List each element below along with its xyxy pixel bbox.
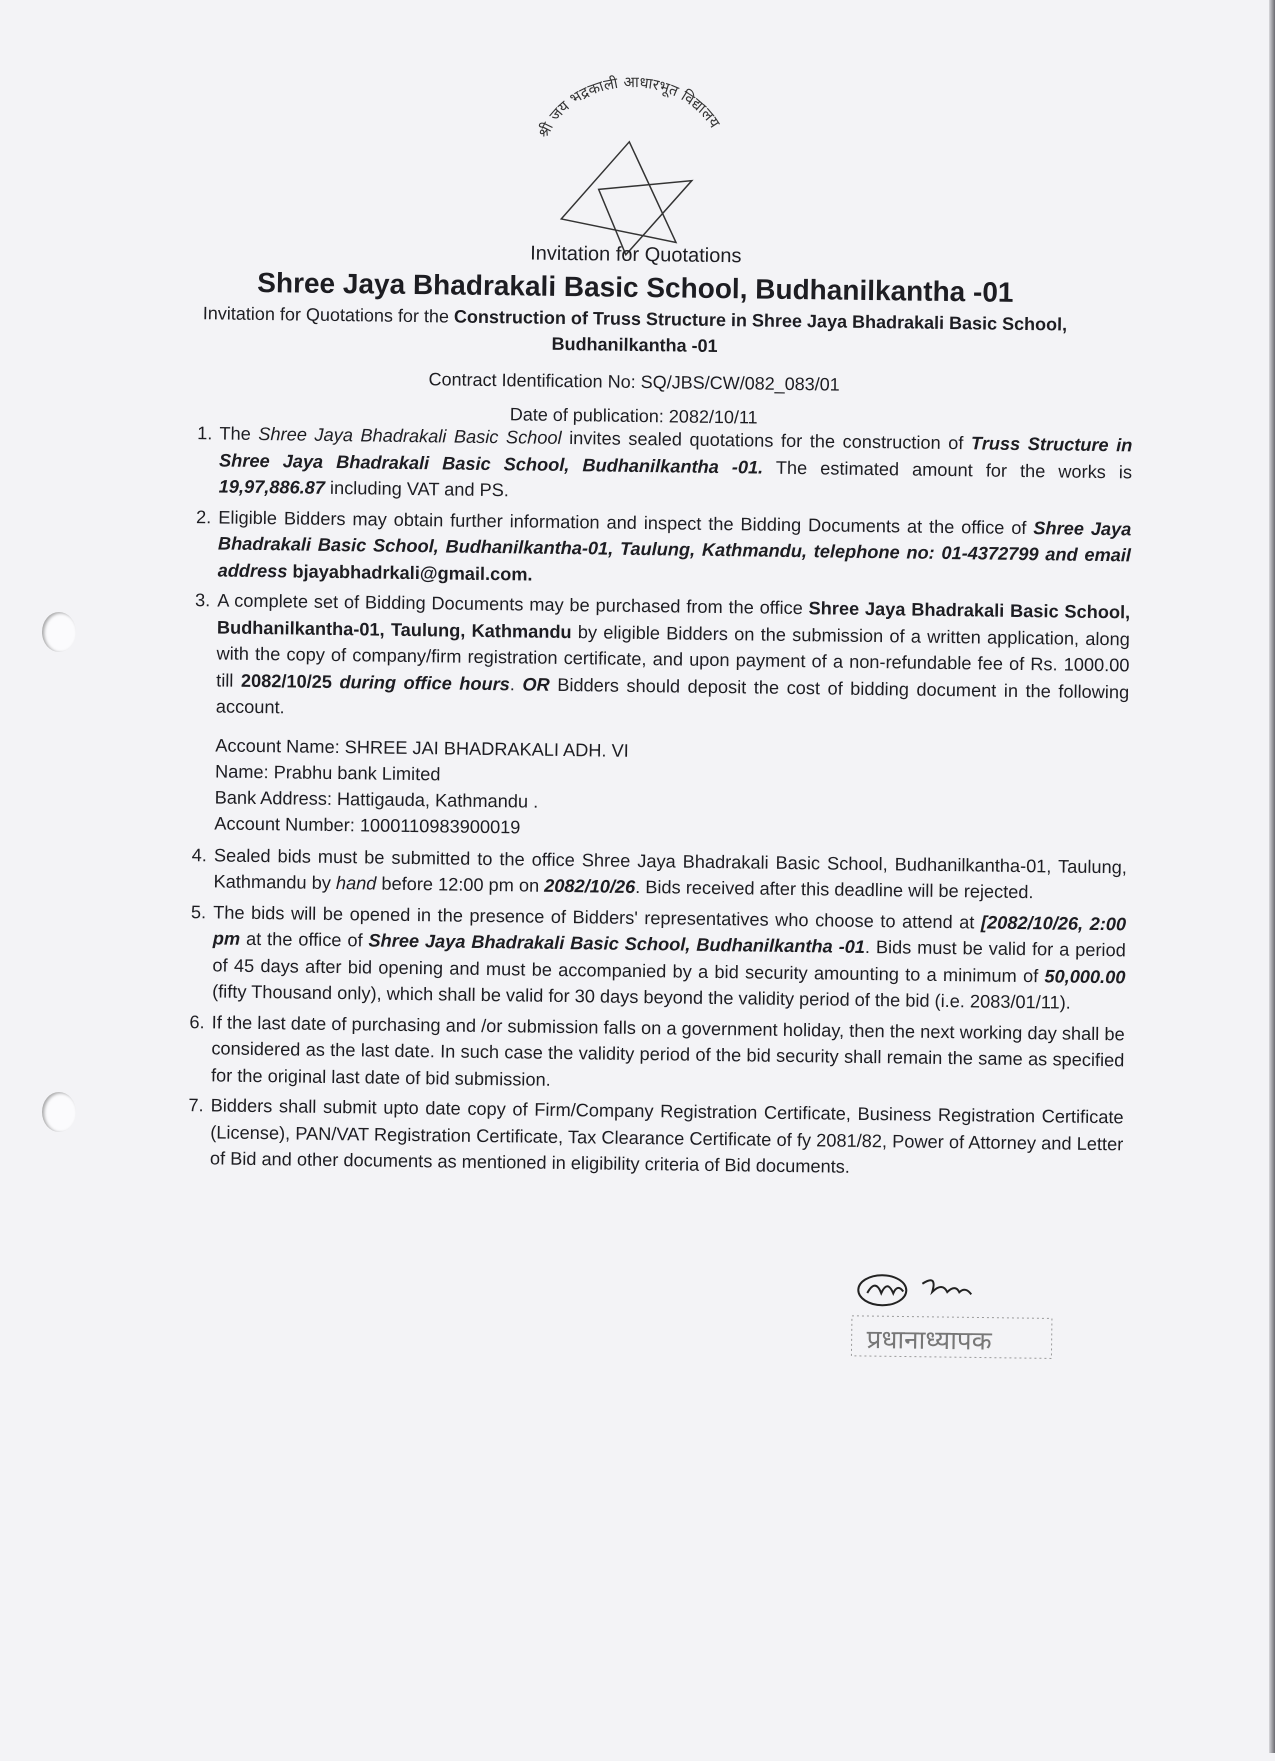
signature-image [841,1268,1082,1371]
bank-account-details [214,732,1128,848]
notice-text: before 12:00 pm on [376,873,545,896]
notice-text: . Bids must be valid for a period of 45 days after bid opening and must be accompanied by a bid security amounting to a minimum of [212,936,1126,986]
svg-text:श्री जय भद्रकाली आधारभूत विद्य: श्री जय भद्रकाली आधारभूत विद्यालय [534,73,724,141]
contract-id: Contract Identification No: SQ/JBS/CW/082_083/01 [428,369,840,395]
notice-text: The [219,423,259,444]
notice-text: invites sealed quotations for the construction of [561,427,972,454]
notice-text: Shree Jaya Bhadrakali Basic School, Budhanilkantha -01 [368,930,866,957]
notice-text: 2082/10/25 [240,670,333,692]
notice-text: Bidders should deposit the cost of bidding document in the following account. [215,674,1130,718]
notice-text: 2082/10/26 [544,875,636,897]
school-stamp-logo [506,68,749,271]
notice-item [211,842,1127,907]
notice-text: including VAT and PS. [324,477,510,501]
notice-text: at the office of [239,928,369,951]
bank-name: Name: Prabhu bank Limited [214,760,441,784]
notice-item [209,1009,1125,1100]
publication-date: Date of publication: 2082/10/11 [509,404,758,428]
notice-item [212,587,1130,847]
notice-item [215,504,1131,595]
notice-text: hand [335,873,377,894]
notice-text: 19,97,886.87 [218,476,326,498]
notice-text: Truss Structure in Shree Jaya Bhadrakali Basic School, Budhanilkantha -01. [218,433,1133,478]
bank-address: Bank Address: Hattigauda, Kathmandu . [214,786,539,812]
notice-text: . Bids received after this deadline will be rejected. [635,876,1034,903]
notice-text: [2082/10/26, 2:00 pm [212,911,1127,949]
invitation-label: Invitation for Quotations [530,242,742,268]
svg-text:प्रधानाध्यापक: प्रधानाध्यापक [866,1325,992,1357]
school-title: Shree Jaya Bhadrakali Basic School, Budhanilkantha -01 [257,266,1014,308]
notice-text: Sealed bids must be submitted to the office Shree Jaya Bhadrakali Basic School, Budhanilkantha-01, Taulung, Kathmandu by [213,844,1127,894]
notice-text: Shree Jaya Bhadrakali Basic School, Budhanilkantha-01, Taulung, Kathmandu, telephone no: 01-4372799 and email address [217,517,1132,581]
notice-text: . [509,673,523,694]
subtitle-project: Construction of Truss Structure in Shree Jaya Bhadrakali Basic School, Budhanilkantha -01 [453,306,1068,356]
account-number: Account Number: 1000110983900019 [214,812,521,837]
notice-text: (fifty Thousand only), which shall be valid for 30 days beyond the validity period of the bid (i.e. 2083/01/11). [212,981,1071,1013]
notice-item [217,420,1133,511]
signature-seal [841,1268,1082,1371]
notice-text: A complete set of Bidding Documents may be purchased from the office [217,590,809,619]
notice-text: 50,000.00 [1044,965,1126,987]
subtitle-prefix: Invitation for Quotations for the [202,303,455,327]
notice-text: Shree Jaya Bhadrakali Basic School, Budhanilkantha-01, Taulung, Kathmandu [216,598,1131,642]
account-name: Account Name: SHREE JAI BHADRAKALI ADH. VI [215,734,629,761]
notice-item [210,899,1126,1017]
notice-text: by eligible Bidders on the submission of a written application, along with the copy of company/firm registration certificate, and upon payment of a non-refundable fee of Rs. 1000.00 till [216,621,1130,691]
subtitle [155,300,1116,365]
notice-text: Eligible Bidders may obtain further information and inspect the Bidding Documents at the office of [218,506,1034,538]
notice-item [208,1092,1124,1183]
notice-text: If the last date of purchasing and /or submission falls on a government holiday, then the next working day shall be considered as the last date. In such case the validity period of the bid security shall remain the same as specified for the original last date of bid submission. [210,1011,1125,1090]
notice-text: The estimated amount for the works is [763,457,1133,482]
notice-text: The bids will be opened in the presence of Bidders' representatives who choose to attend at [213,901,982,932]
notice-text: bjayabhadrkali@gmail.com. [287,560,533,585]
notice-text: Shree Jaya Bhadrakali Basic School [258,423,562,448]
notice-items [174,420,1133,1188]
notice-text: during office hours [331,671,511,694]
notice-text: OR [522,673,550,695]
notice-text: Bidders shall submit upto date copy of Firm/Company Registration Certificate, Business Registration Certificate (License), PAN/VAT Registration Certificate, Tax Clearance Certificate of fy 2081/82, Power of Attorney and Letter of Bid and other documents as mentioned in eligibility criteria of Bid documents. [209,1095,1124,1177]
